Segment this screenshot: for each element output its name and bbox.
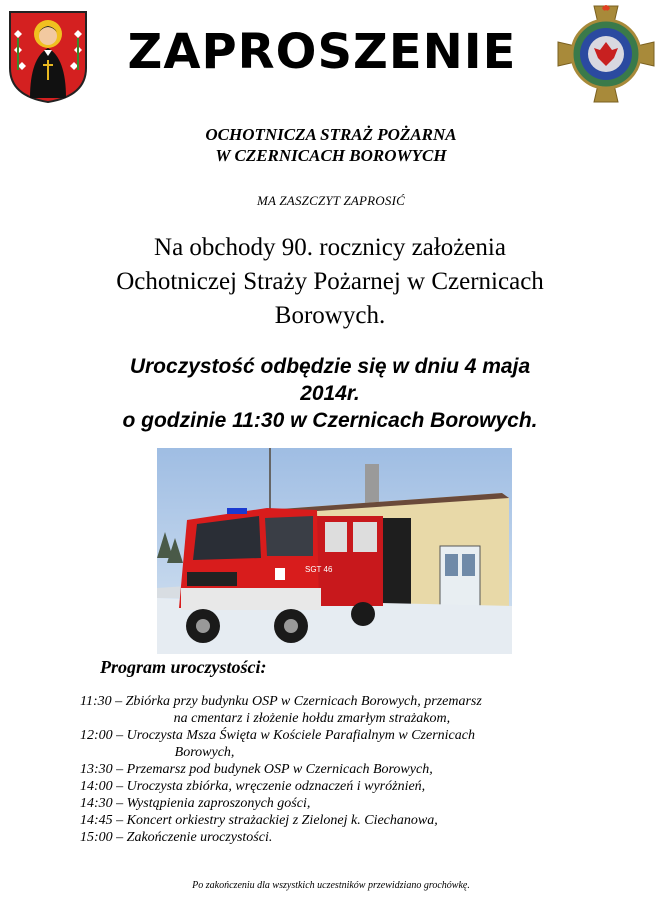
program-time: 11:30 — [80, 694, 112, 709]
program-item — [80, 727, 640, 761]
program-item — [80, 829, 640, 846]
program-time: 12:00 — [80, 728, 113, 743]
occasion-line-1: Na obchody 90. rocznicy założenia — [154, 234, 506, 261]
celebration-line-2: 2014r. — [300, 382, 360, 405]
organizer-line-2: W CZERNICACH BOROWYCH — [215, 146, 447, 165]
fire-brigade-emblem — [554, 2, 658, 106]
program-heading: Program uroczystości: — [100, 657, 267, 677]
program-text: Zakończenie uroczystości. — [126, 830, 273, 845]
program-separator: – — [112, 728, 127, 743]
occasion-line-2: Ochotniczej Straży Pożarnej w Czernicach — [116, 268, 544, 295]
occasion-line-3: Borowych. — [274, 302, 386, 329]
program-time: 14:00 — [80, 779, 113, 794]
program-separator: – — [112, 813, 127, 828]
organizer-name — [0, 124, 662, 166]
invitation-title: ZAPROSZENIE — [127, 24, 517, 80]
invite-phrase: MA ZASZCZYT ZAPROSIĆ — [256, 193, 405, 208]
program-item — [80, 795, 640, 812]
program-separator: – — [111, 694, 126, 709]
program-item — [80, 778, 640, 795]
program-time: 14:45 — [80, 813, 113, 828]
program-time: 14:30 — [80, 796, 113, 811]
municipal-coat-of-arms — [8, 10, 88, 104]
program-item — [80, 812, 640, 829]
program-separator: – — [112, 762, 127, 777]
celebration-line-1: Uroczystość odbędzie się w dniu 4 maja — [129, 355, 531, 378]
organizer-line-1: OCHOTNICZA STRAŻ POŻARNA — [205, 125, 457, 144]
program-item — [80, 693, 640, 727]
celebration-details — [40, 353, 620, 434]
program-separator: – — [112, 830, 127, 845]
program-text: Uroczysta zbiórka, wręczenie odznaczeń i wyróżnień, — [126, 779, 426, 794]
program-text: Przemarsz pod budynek OSP w Czernicach Borowych, — [126, 762, 433, 777]
program-text-line-2: Borowych, — [174, 745, 235, 760]
program-separator: – — [112, 779, 127, 794]
fire-station-photo — [157, 448, 512, 654]
program-list — [80, 693, 640, 846]
celebration-line-3: o godzinie 11:30 w Czernicach Borowych. — [122, 409, 538, 432]
program-text: Koncert orkiestry strażackiej z Zielonej k. Ciechanowa, — [126, 813, 438, 828]
program-time: 15:00 — [80, 830, 113, 845]
program-item — [80, 761, 640, 778]
program-text-line-1: Zbiórka przy budynku OSP w Czernicach Borowych, przemarsz — [125, 694, 482, 709]
program-text — [126, 693, 640, 727]
program-text — [127, 727, 640, 761]
program-time: 13:30 — [80, 762, 113, 777]
program-text: Wystąpienia zaproszonych gości, — [126, 796, 311, 811]
program-separator: – — [112, 796, 127, 811]
program-text-line-1: Uroczysta Msza Święta w Kościele Parafialnym w Czernicach — [126, 728, 475, 743]
program-text-line-2: na cmentarz i złożenie hołdu zmarłym strażakom, — [173, 711, 451, 726]
truck-plate: SGT 46 — [305, 565, 333, 574]
footer-note: Po zakończeniu dla wszystkich uczestników przewidziano grochówkę. — [192, 880, 470, 891]
occasion-text — [60, 231, 600, 333]
